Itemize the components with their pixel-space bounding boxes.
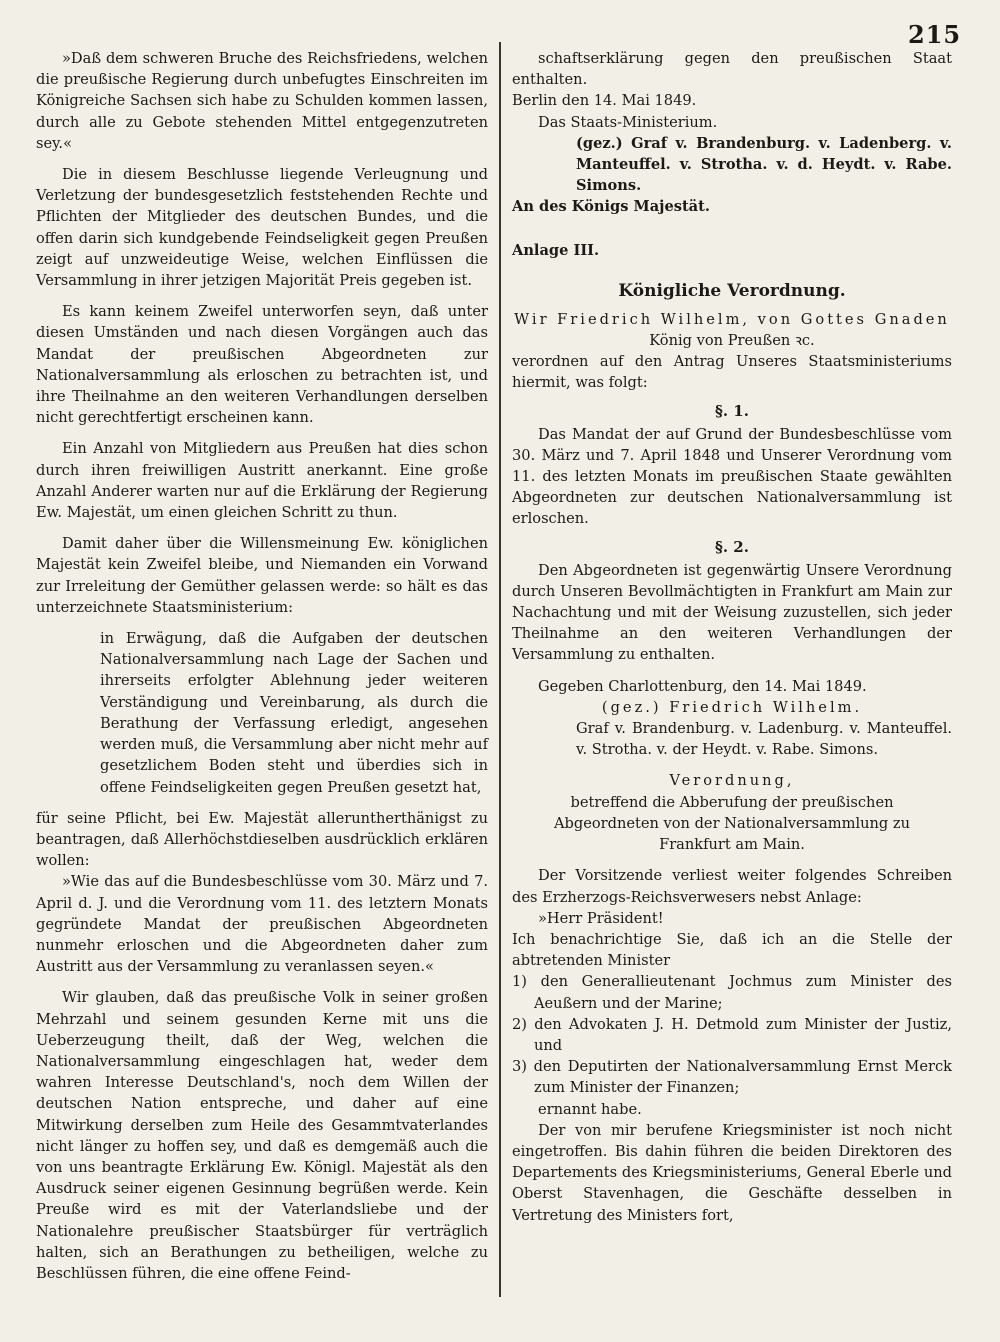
list-item: 3) den Deputirten der Nationalversammlung Ernst Merck zum Minister der Finanzen; [512,1058,952,1097]
signature-block: (gez.) Graf v. Brandenburg. v. Ladenberg. v. Manteuffel. v. Strotha. v. d. Heydt. v. Rabe. Simons. [576,134,952,195]
right-column [512,48,952,1226]
annex-label: Anlage III. [512,241,600,259]
paragraph: Der von mir berufene Kriegsminister ist noch nicht eingetroffen. Bis dahin führen die beiden Direktoren des Departements des Kriegsministeriums, General Eberle und Oberst Stavenhagen, die Geschäfte desselben in Vertretung des Ministers fort, [512,1121,952,1224]
ministry-line: Das Staats-Ministerium. [538,113,718,131]
paragraph: Es kann keinem Zweifel unterworfen seyn, daß unter diesen Umständen und nach diesen Vorgängen auch das Mandat der preußischen Abgeordneten zur Nationalversammlung als erloschen zu betrachten ist, und ihre Theilnahme an den weiteren Verhandlungen derselben nicht gerechtfertigt erscheinen kann. [36,303,488,427]
paragraph: Ich benachrichtige Sie, daß ich an die Stelle der abtretenden Minister [512,930,952,970]
list-item: 2) den Advokaten J. H. Detmold zum Minister der Justiz, und [512,1015,952,1054]
king-line: Wir Friedrich Wilhelm, von Gottes Gnaden [514,310,950,328]
page-number: 215 [908,20,962,49]
quote-paragraph: »Wie das auf die Bundesbeschlüsse vom 30. März und 7. April d. J. und die Verordnung vom 11. des letztern Monats gegründete Mandat der preußischen Abgeordneten nunmehr erloschen und die Abgeordneten daher zum Austritt aus der Versammlung zu veranlassen seyen.« [36,873,488,976]
paragraph: Damit daher über die Willensmeinung Ew. königlichen Majestät kein Zweifel bleibe, und Niemanden ein Vorwand zur Irreleitung der Gemüther gelassen werde: so hält es das unterzeichnete Staatsministerium: [36,535,488,616]
section-text: Das Mandat der auf Grund der Bundesbeschlüsse vom 30. März und 7. April 1848 und Unserer Verordnung vom 11. des letzten Monats im preußischen Staate gewählten Abgeordneten zur deutschen Nationalversammlung ist erloschen. [512,425,952,528]
left-column [36,48,488,1284]
column-divider [499,42,501,1297]
paragraph: für seine Pflicht, bei Ew. Majestät alleruntherthänigst zu beantragen, daß Allerhöchstdieselben ausdrücklich erklären wollen: [36,809,488,870]
paragraph: Ein Anzahl von Mitgliedern aus Preußen hat dies schon durch ihren freiwilligen Austritt anerkannt. Eine große Anzahl Anderer warten nur auf die Erklärung der Regierung Ew. Majestät, um einen gleichen Schritt zu thun. [36,440,488,522]
paragraph: Wir glauben, daß das preußische Volk in seiner großen Mehrzahl und seinem gesunden Kerne mit uns die Ueberzeugung theilt, daß der Weg, welchen die Nationalversammlung eingeschlagen hat, weder dem wahren Interesse Deutschland's, noch dem Willen der deutschen Nation entspreche, und daher auf eine Mitwirkung derselben zum Heile des Gesammtvaterlandes nicht länger zu hoffen sey, und daß es demgemäß auch die von uns beantragte Erklärung Ew. Königl. Majestät als den Ausdruck seiner eigenen Gesinnung begrüßen werde. Kein Preuße wird es mit der Vaterlandsliebe und der Nationalehre preußischer Staatsbürger für verträglich halten, sich an Berathungen zu betheiligen, welche zu Beschlüssen führen, die eine offene Feind- [36,989,488,1282]
continuation-text: schaftserklärung gegen den preußischen Staat enthalten. [512,50,952,89]
appointed-line: ernannt habe. [538,1100,642,1118]
signature-block: Graf v. Brandenburg. v. Ladenburg. v. Manteuffel. v. Strotha. v. der Heydt. v. Rabe. Simons. [576,720,952,759]
king-signature: (gez.) Friedrich Wilhelm. [601,698,863,716]
list-item: 1) den Generallieutenant Jochmus zum Minister des Aeußern und der Marine; [512,973,952,1012]
section-text: Den Abgeordneten ist gegenwärtig Unsere Verordnung durch Unseren Bevollmächtigten in Frankfurt am Main zur Nachachtung und mit der Weisung zuzustellen, sich jeder Theilnahme an den weiteren Verhandlungen der Versammlung zu enthalten. [512,561,952,664]
paragraph: Der Vorsitzende verliest weiter folgendes Schreiben des Erzherzogs-Reichsverwesers nebst Anlage: [512,867,952,906]
decree-intro: verordnen auf den Antrag Unseres Staatsministeriums hiermit, was folgt: [512,353,952,392]
paragraph: Die in diesem Beschlusse liegende Verleugnung und Verletzung der bundesgesetzlich feststehenden Rechte und Pflichten der Mitglieder des deutschen Bundes, und die offen darin sich kundgebende Feindseligkeit gegen Preußen zeigt auf unzweideutige Weise, welchen Einflüssen die Versammlung in ihrer jetzigen Majorität Preis gegeben ist. [36,166,488,290]
decree-heading: Königliche Verordnung. [618,280,846,301]
addressee-line: An des Königs Majestät. [512,198,710,216]
section-heading: §. 2. [715,537,749,556]
section-heading: §. 1. [715,401,749,420]
salutation: »Herr Präsident! [538,909,664,927]
quote-paragraph: »Daß dem schweren Bruche des Reichsfriedens, welchen die preußische Regierung durch unbefugtes Einschreiten im Königreiche Sachsen sich habe zu Schulden kommen lassen, durch alle zu Gebote stehenden Mittel entgegenzutreten sey.« [36,50,488,152]
appointment-list [512,971,952,1098]
date-line: Gegeben Charlottenburg, den 14. Mai 1849. [538,677,867,695]
date-line: Berlin den 14. Mai 1849. [512,92,697,110]
consideration-paragraph: in Erwägung, daß die Aufgaben der deutschen Nationalversammlung nach Lage der Sachen und ihrerseits erfolgter Ablehnung jeder weiteren Verständigung und Vereinbarung, als durch die Berathung der Verfassung erledigt, angesehen werden muß, die Versammlung aber nicht mehr auf gesetzlichem Boden steht und überdies sich in offene Feindseligkeiten gegen Preußen gesetzt hat, [100,630,488,796]
king-title: König von Preußen ꝛc. [649,332,815,350]
ordinance-title: Verordnung, [669,772,795,790]
ordinance-description: betreffend die Abberufung der preußischen Abgeordneten von der Nationalversammlung zu Frankfurt am Main. [553,793,910,854]
